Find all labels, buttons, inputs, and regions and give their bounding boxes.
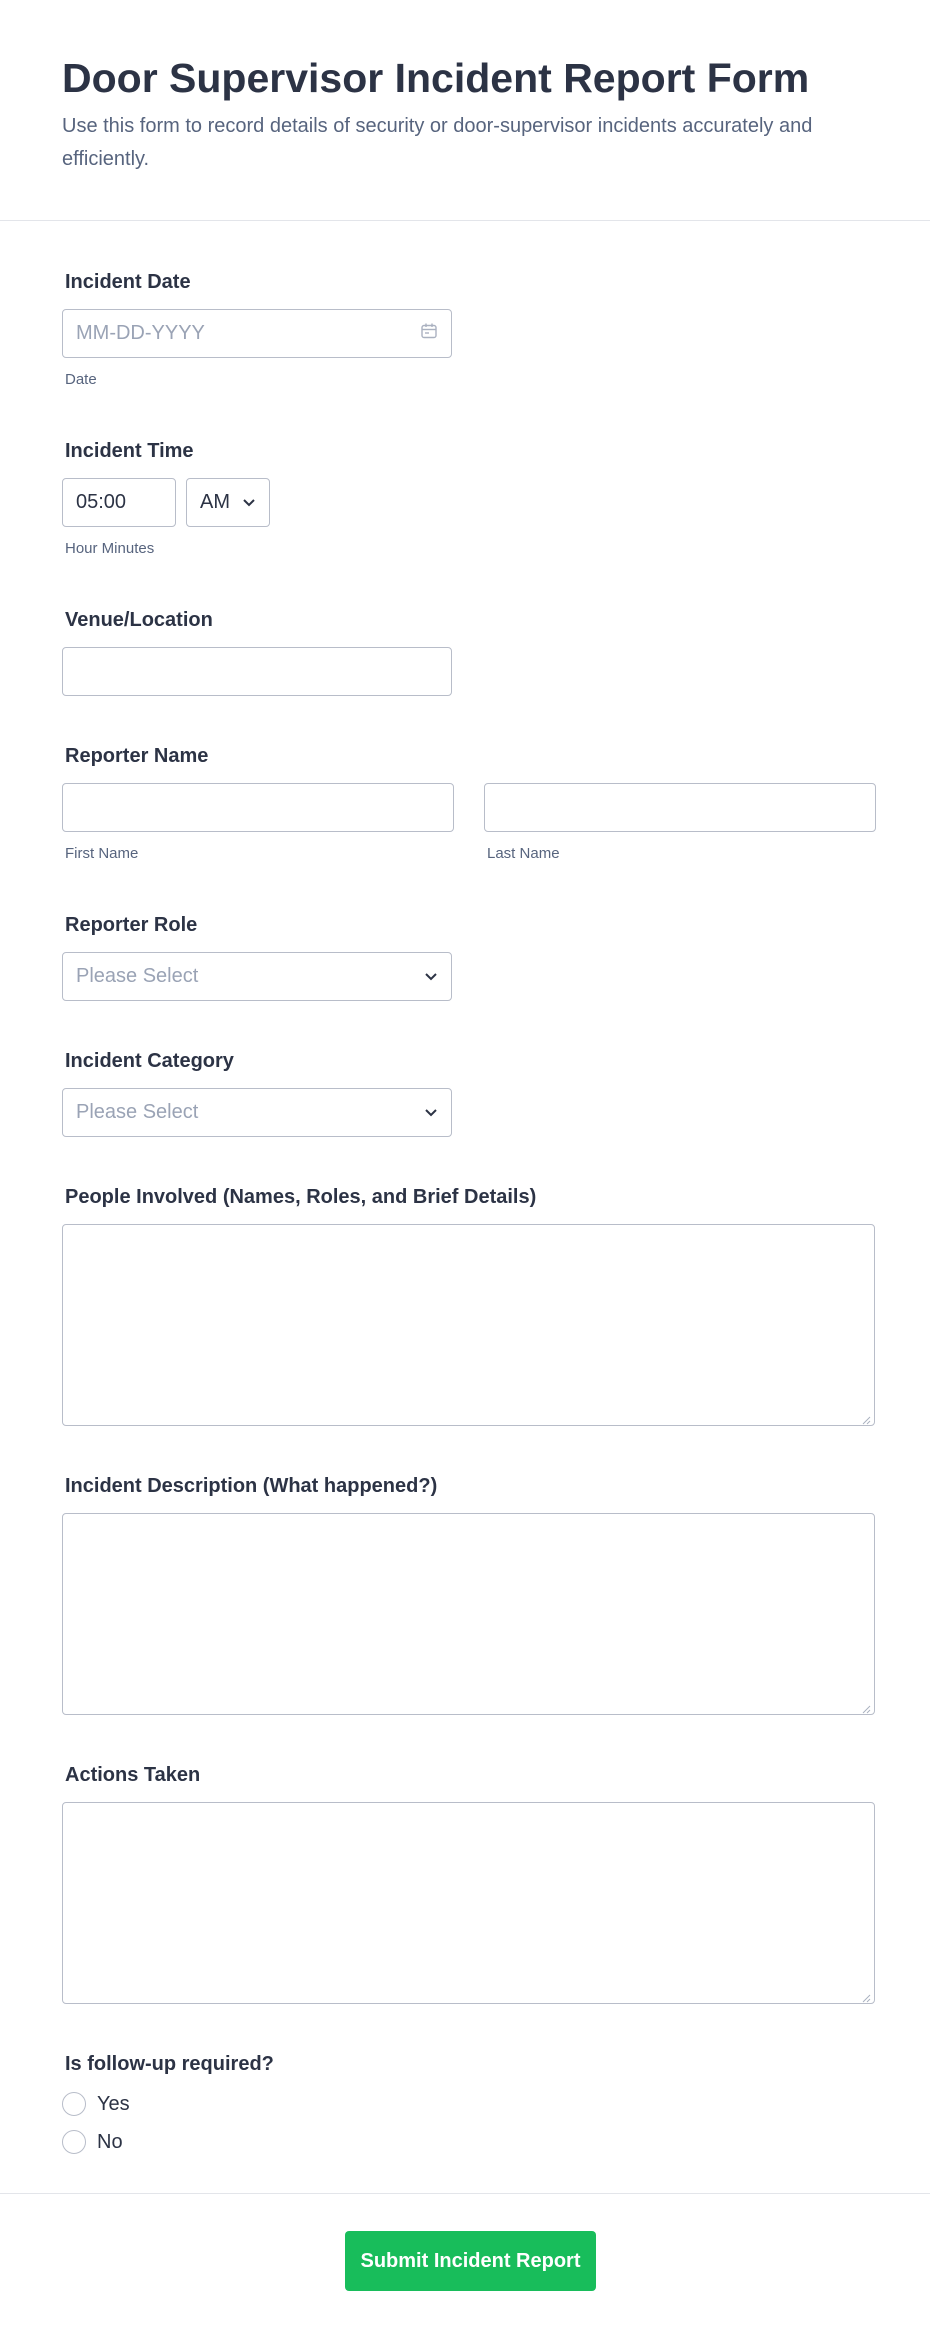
incident-date-placeholder: MM-DD-YYYY [76, 322, 205, 344]
last-name-group [484, 783, 876, 863]
radio-label: No [97, 2130, 123, 2153]
calendar-icon[interactable] [420, 322, 438, 346]
incident-date-field [62, 270, 452, 389]
last-name-input[interactable] [484, 783, 876, 832]
venue-label: Venue/Location [65, 609, 213, 631]
follow-up-option-yes[interactable] [62, 2085, 274, 2123]
reporter-role-select[interactable] [62, 952, 452, 1001]
reporter-name-label: Reporter Name [65, 745, 209, 767]
incident-description-field [62, 1474, 875, 1715]
submit-button[interactable]: Submit Incident Report [345, 2231, 596, 2291]
form-header [0, 0, 930, 221]
footer-divider [0, 2193, 930, 2194]
incident-time-field [62, 439, 270, 558]
incident-time-value: 05:00 [76, 491, 127, 513]
page-title: Door Supervisor Incident Report Form [62, 55, 810, 101]
follow-up-field [62, 2052, 274, 2161]
chevron-down-icon [242, 496, 256, 510]
actions-taken-textarea[interactable] [62, 1802, 875, 2004]
resize-handle-icon[interactable] [861, 1701, 871, 1711]
first-name-sublabel: First Name [65, 845, 139, 862]
people-involved-field [62, 1185, 875, 1426]
venue-field [62, 608, 452, 696]
incident-time-inputs [62, 478, 270, 527]
incident-category-field [62, 1049, 452, 1137]
incident-date-sublabel: Date [65, 371, 97, 388]
radio-button[interactable] [62, 2130, 86, 2154]
incident-time-sublabel: Hour Minutes [65, 540, 155, 557]
incident-description-label: Incident Description (What happened?) [65, 1475, 438, 1497]
venue-input[interactable] [62, 647, 452, 696]
resize-handle-icon[interactable] [861, 1990, 871, 2000]
actions-taken-field [62, 1763, 875, 2004]
resize-handle-icon[interactable] [861, 1412, 871, 1422]
incident-time-label: Incident Time [65, 440, 194, 462]
people-involved-label: People Involved (Names, Roles, and Brief Details) [65, 1186, 537, 1208]
last-name-sublabel: Last Name [487, 845, 560, 862]
reporter-role-field [62, 913, 452, 1001]
first-name-group [62, 783, 454, 863]
radio-label: Yes [97, 2092, 130, 2115]
follow-up-options [62, 2085, 274, 2161]
chevron-down-icon [424, 1106, 438, 1120]
follow-up-label: Is follow-up required? [65, 2053, 274, 2075]
first-name-input[interactable] [62, 783, 454, 832]
chevron-down-icon [424, 970, 438, 984]
people-involved-textarea[interactable] [62, 1224, 875, 1426]
reporter-role-placeholder: Please Select [76, 965, 199, 987]
reporter-name-inputs [62, 783, 876, 863]
incident-time-input[interactable] [62, 478, 176, 527]
reporter-name-field [62, 744, 876, 863]
ampm-select[interactable] [186, 478, 270, 527]
incident-category-placeholder: Please Select [76, 1101, 199, 1123]
incident-date-input[interactable] [62, 309, 452, 358]
incident-date-label: Incident Date [65, 271, 191, 293]
follow-up-option-no[interactable] [62, 2123, 274, 2161]
actions-taken-label: Actions Taken [65, 1764, 201, 1786]
incident-category-select[interactable] [62, 1088, 452, 1137]
ampm-value: AM [200, 491, 230, 513]
radio-button[interactable] [62, 2092, 86, 2116]
page-subtitle: Use this form to record details of security or door-supervisor incidents accurately and efficiently. [62, 115, 813, 170]
reporter-role-label: Reporter Role [65, 914, 198, 936]
incident-description-textarea[interactable] [62, 1513, 875, 1715]
incident-category-label: Incident Category [65, 1050, 234, 1072]
